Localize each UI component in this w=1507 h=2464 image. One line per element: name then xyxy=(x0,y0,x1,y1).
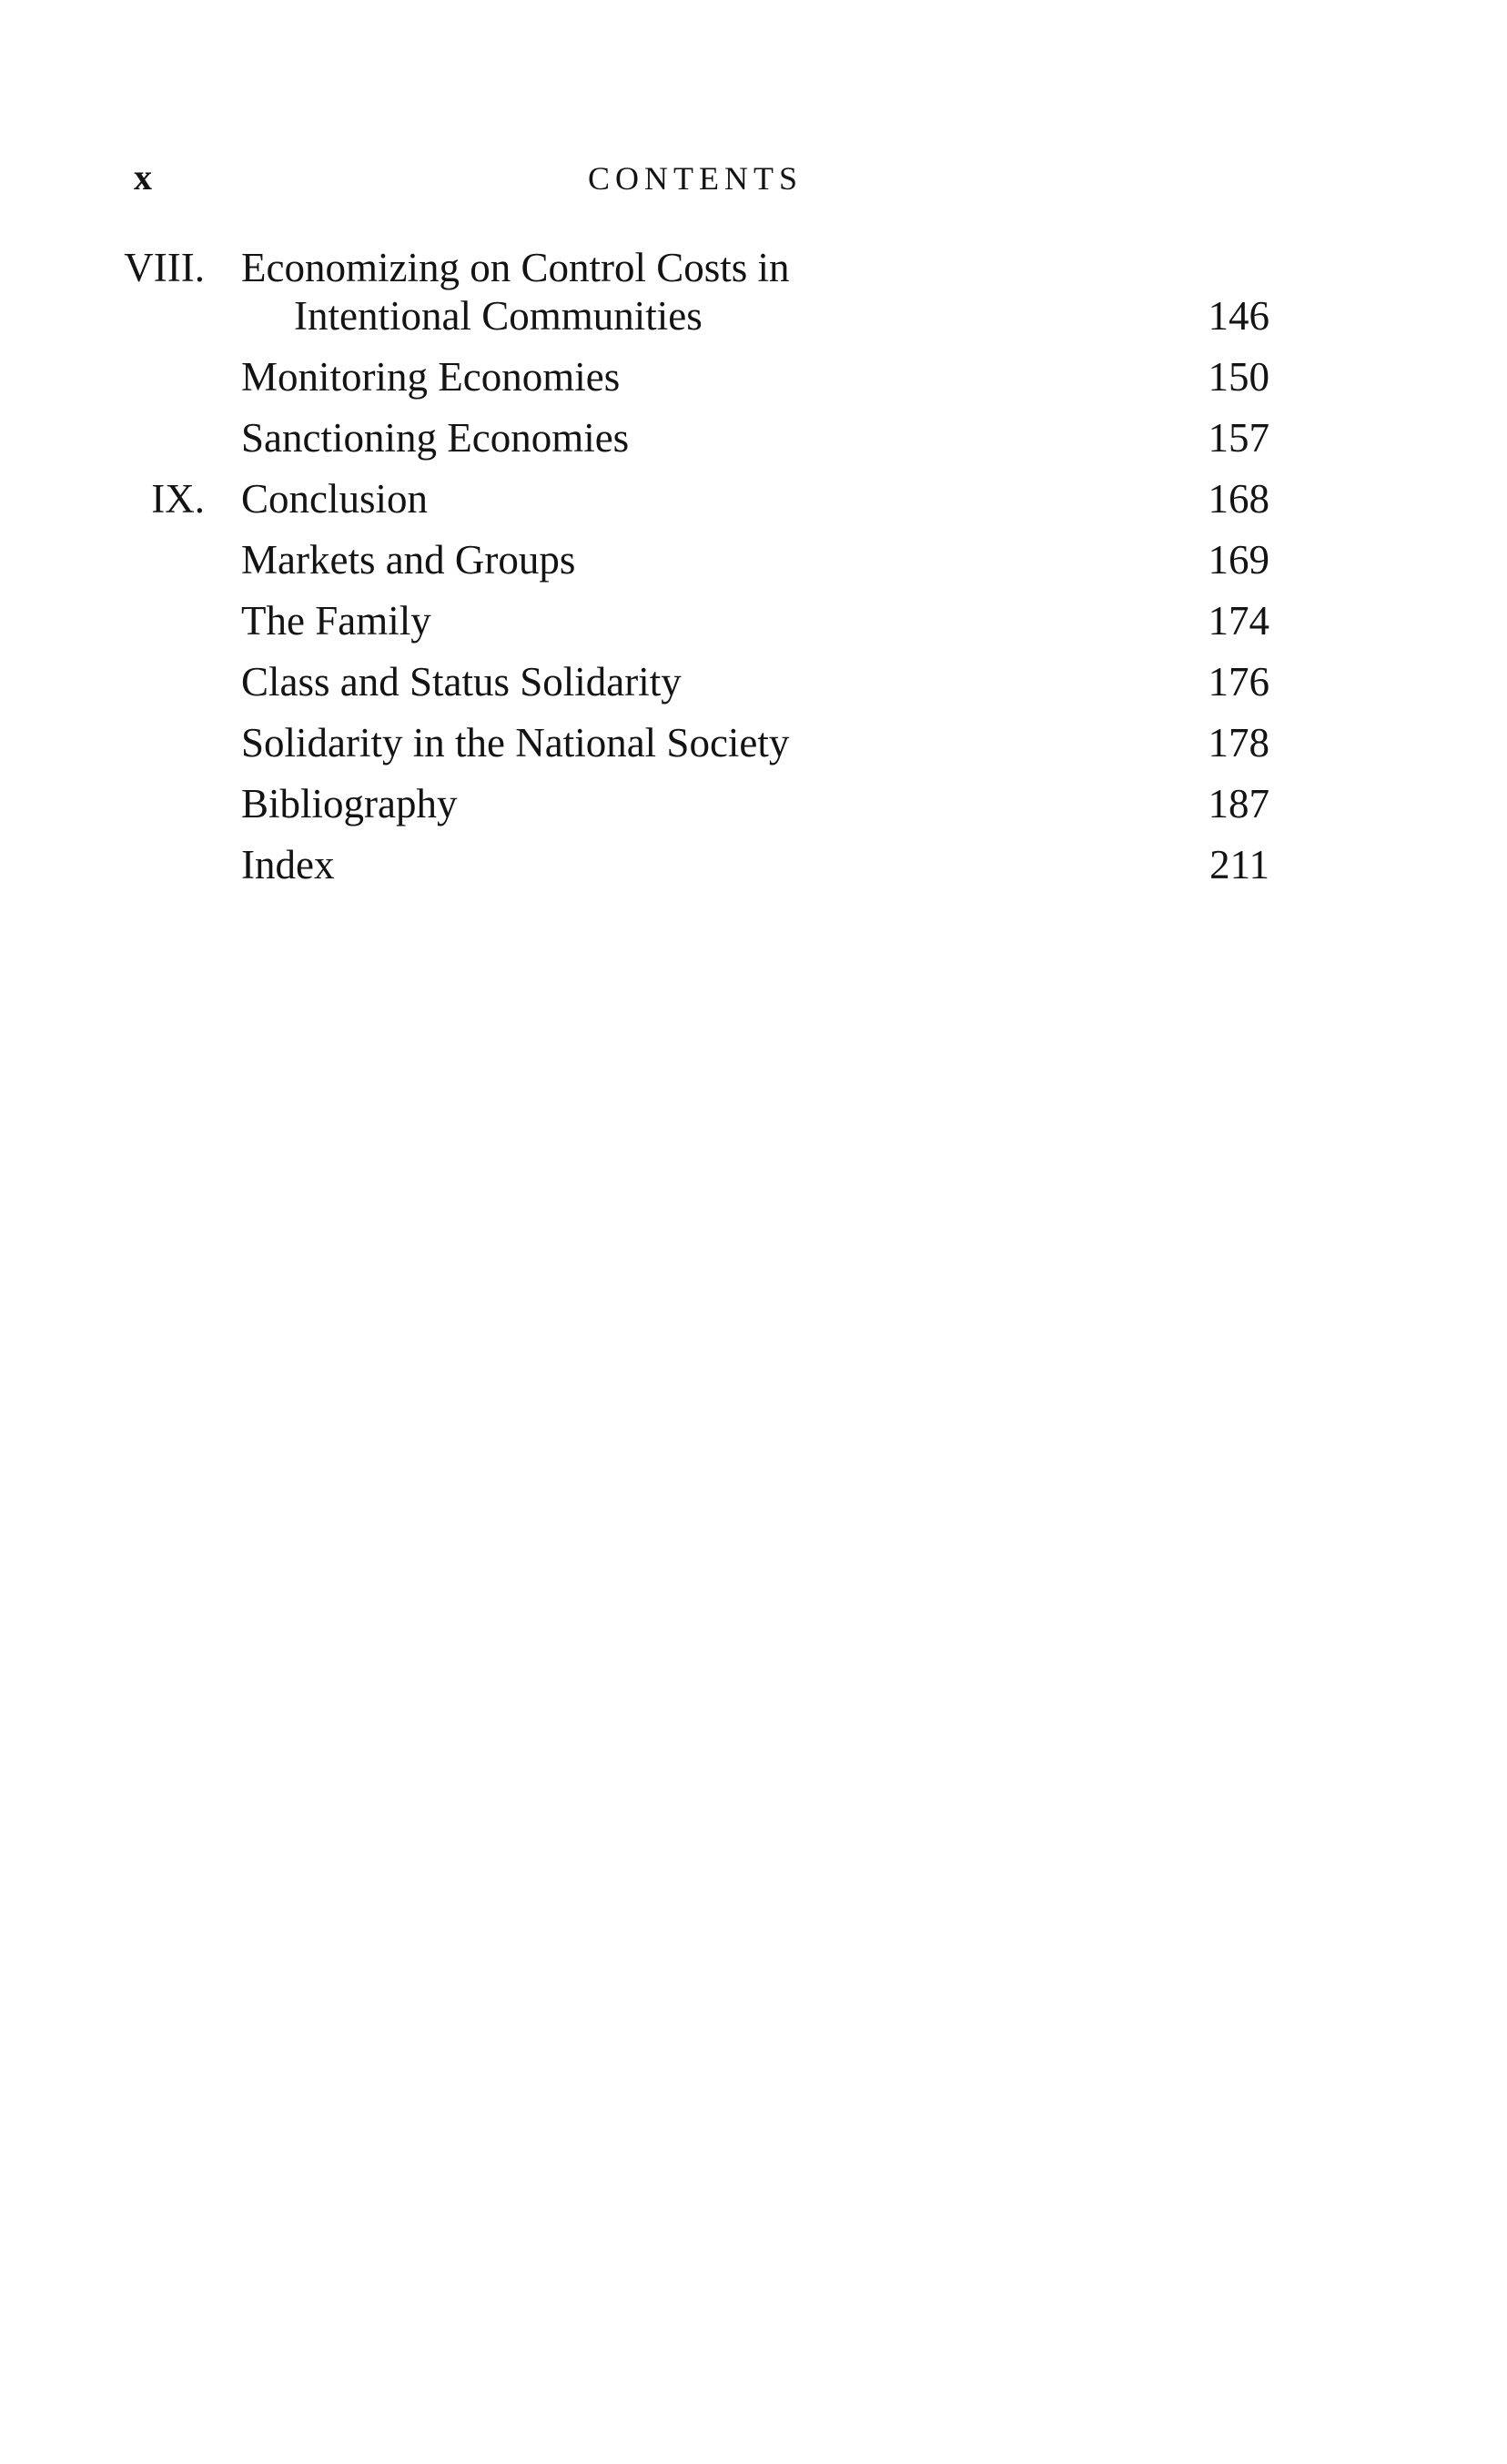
toc-entry-title xyxy=(205,841,1188,889)
toc-entry-title xyxy=(205,597,1188,645)
toc-entry-title xyxy=(205,353,1188,401)
toc-entry-title-line: Bibliography xyxy=(241,781,458,826)
toc-entry-title xyxy=(205,414,1188,462)
toc-entry-chapter-numeral: IX. xyxy=(151,476,205,522)
toc-entry-title-line: Monitoring Economies xyxy=(241,354,621,400)
toc-entry-page-number: 168 xyxy=(1208,476,1269,522)
toc-entry xyxy=(121,536,1269,584)
toc-entry-title-line: Markets and Groups xyxy=(241,537,576,583)
toc-entry-title xyxy=(205,475,1188,523)
toc-entry-title-line: Intentional Communities xyxy=(294,293,703,339)
toc-entry-title-line: Conclusion xyxy=(241,476,429,522)
toc-entry-page-number: 176 xyxy=(1208,659,1269,705)
toc-entry-title-line: Class and Status Solidarity xyxy=(241,659,682,705)
toc-entry-title xyxy=(205,780,1188,828)
toc-entry xyxy=(121,353,1269,401)
toc-entry xyxy=(121,658,1269,706)
toc-entry-page-number: 174 xyxy=(1208,598,1269,644)
toc-entry-page-number: 146 xyxy=(1208,293,1269,339)
toc-entry-title xyxy=(205,536,1188,584)
toc-entry xyxy=(121,475,1269,523)
toc-entry-title-line: Sanctioning Economies xyxy=(241,415,630,461)
toc-entry xyxy=(121,244,1269,340)
toc-entry-title xyxy=(205,658,1188,706)
toc-entry xyxy=(121,719,1269,767)
toc-entry xyxy=(121,841,1269,889)
toc-entry-page-number: 187 xyxy=(1208,781,1269,826)
toc-entry xyxy=(121,597,1269,645)
toc-entry-title-line: The Family xyxy=(241,598,431,644)
toc-entry-chapter-numeral: VIII. xyxy=(124,245,205,290)
toc-entry-title-line: Index xyxy=(241,842,335,887)
toc-entry-title-line: Economizing on Control Costs in xyxy=(241,245,790,290)
folio-page-number: x xyxy=(134,157,152,198)
toc-entry-page-number: 150 xyxy=(1208,354,1269,400)
running-head-title: CONTENTS xyxy=(588,160,803,197)
toc-entry-title xyxy=(205,244,1188,340)
toc-entry xyxy=(121,414,1269,462)
page-header xyxy=(121,157,1269,200)
toc-entry-page-number: 211 xyxy=(1209,842,1269,887)
toc-entry-page-number: 157 xyxy=(1208,415,1269,461)
toc-entry-page-number: 178 xyxy=(1208,720,1269,766)
toc-entry-title xyxy=(205,719,1188,767)
toc-entry xyxy=(121,780,1269,828)
toc-entry-page-number: 169 xyxy=(1208,537,1269,583)
table-of-contents xyxy=(121,244,1269,902)
toc-entry-title-line: Solidarity in the National Society xyxy=(241,720,790,766)
